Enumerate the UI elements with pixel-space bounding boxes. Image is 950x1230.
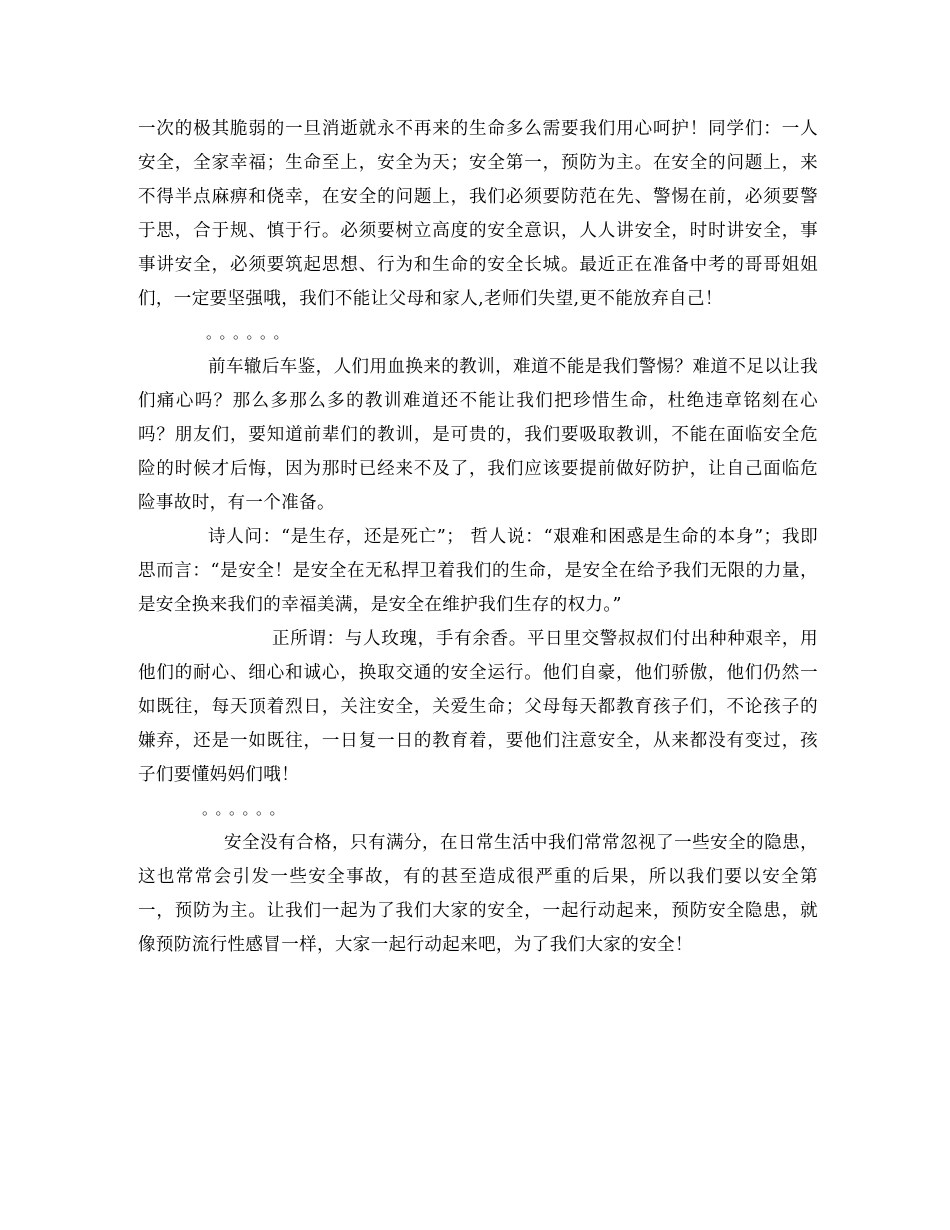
ellipsis-separator: 。。。。。。	[206, 324, 295, 342]
paragraph-traffic-police: 正所谓：与人玫瑰，手有余香。平日里交警叔叔们付出种种艰辛，用他们的耐心、细心和诚心，换取交通的安全运行。他们自豪，他们骄傲，他们仍然一如既往，每天顶着烈日，关注安全，关爱生命；父母每天都教育孩子们，不论孩子的嫌弃，还是一如既往，一日复一日的教育着，要他们注意安全，从来都没有变过，孩子们要懂妈妈们哦！	[138, 629, 818, 785]
ellipsis-separator: 。。。。。。	[202, 800, 291, 818]
paragraph-safety-care: 一次的极其脆弱的一旦消逝就永不再来的生命多么需要我们用心呵护！同学们：一人安全，全家幸福；生命至上，安全为天；安全第一，预防为主。在安全的问题上，来不得半点麻痹和侥幸，在安全的问题上，我们必须要防范在先、警惕在前，必须要警于思，合于规、慎于行。必须要树立高度的安全意识，人人讲安全，时时讲安全，事事讲安全，必须要筑起思想、行为和生命的安全长城。最近正在准备中考的哥哥姐姐们，一定要坚强哦，我们不能让父母和家人,老师们失望,更不能放弃自己！	[138, 119, 818, 309]
paragraph-poet-philosopher: 诗人问：“是生存，还是死亡”； 哲人说：“艰难和困惑是生命的本身”；我即思而言：“是安全！是安全在无私捍卫着我们的生命，是安全在给予我们无限的力量，是安全换来我们的幸福美满，是安全在维护我们生存的权力。”	[138, 527, 818, 615]
paragraph-lessons: 前车辙后车鉴，人们用血换来的教训，难道不能是我们警惕？难道不足以让我们痛心吗？那么多那么多的教训难道还不能让我们把珍惜生命，杜绝违章铭刻在心吗？朋友们，要知道前辈们的教训，是可贵的，我们要吸取教训，不能在面临安全危险的时候才后悔，因为那时已经来不及了，我们应该要提前做好防护，让自己面临危险事故时，有一个准备。	[138, 357, 818, 513]
paragraph-safety-first: 安全没有合格，只有满分，在日常生活中我们常常忽视了一些安全的隐患，这也常常会引发一些安全事故，有的甚至造成很严重的后果，所以我们要以安全第一，预防为主。让我们一起为了我们大家的安全，一起行动起来，预防安全隐患，就像预防流行性感冒一样，大家一起行动起来吧，为了我们大家的安全！	[138, 833, 818, 955]
document-page	[138, 112, 818, 962]
